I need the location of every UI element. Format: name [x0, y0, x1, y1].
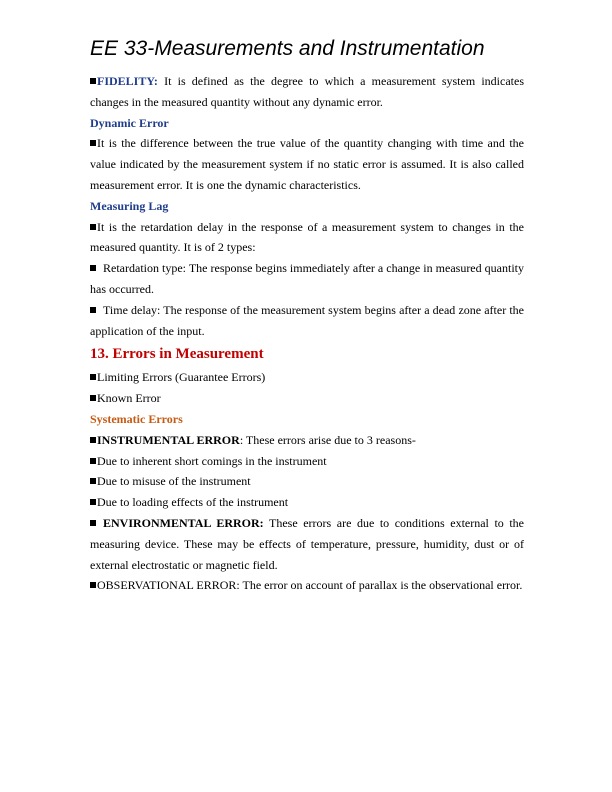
error-item-text: Known Error	[97, 391, 161, 406]
instrumental-error-text: : These errors arise due to 3 reasons-	[239, 432, 416, 447]
error-item-limiting	[90, 367, 524, 388]
instrumental-error-paragraph	[90, 430, 524, 451]
measuring-lag-heading: Measuring Lag	[90, 198, 169, 213]
square-bullet-icon	[90, 224, 96, 230]
reason-item	[90, 451, 524, 472]
square-bullet-icon	[90, 78, 96, 84]
page-title: EE 33-Measurements and Instrumentation	[90, 37, 485, 60]
square-bullet-icon	[90, 265, 96, 271]
square-bullet-icon	[90, 374, 96, 380]
environmental-error-paragraph	[90, 513, 524, 575]
square-bullet-icon	[90, 520, 96, 526]
square-bullet-icon	[90, 395, 96, 401]
observational-error-paragraph	[90, 575, 524, 596]
measuring-lag-text: It is the retardation delay in the response of a measurement system to changes in the measured quantity. It is of 2 types:	[90, 219, 524, 255]
fidelity-text: It is defined as the degree to which a measurement system indicates changes in the measured quantity without any dynamic error.	[90, 74, 524, 109]
measuring-lag-paragraph	[90, 217, 524, 259]
dynamic-error-text: It is the difference between the true value of the quantity changing with time and the value indicated by the measurement system if no static error is assumed. It is also called measurement error. It is one the dynamic characteristics.	[90, 136, 524, 192]
square-bullet-icon	[90, 437, 96, 443]
dynamic-error-paragraph	[90, 133, 524, 195]
environmental-error-text: These errors are due to conditions external to the measuring device. These may be effects of temperature, pressure, humidity, dust or of external electrostatic or magnetic field.	[90, 515, 524, 572]
environmental-error-term: ENVIRONMENTAL ERROR:	[103, 515, 264, 530]
errors-section-heading: 13. Errors in Measurement	[90, 346, 264, 363]
square-bullet-icon	[90, 478, 96, 484]
square-bullet-icon	[90, 458, 96, 464]
lag-type-text: Time delay: The response of the measurement system begins after a dead zone after the application of the input.	[90, 302, 524, 338]
reason-text: Due to loading effects of the instrument	[97, 495, 289, 510]
instrumental-error-term: INSTRUMENTAL ERROR	[97, 432, 240, 447]
systematic-errors-heading: Systematic Errors	[90, 411, 183, 426]
fidelity-paragraph	[90, 71, 524, 113]
reason-item	[90, 492, 524, 513]
reason-text: Due to inherent short comings in the instrument	[97, 453, 327, 468]
lag-type-text: Retardation type: The response begins immediately after a change in measured quantity has occurred.	[90, 261, 524, 296]
observational-error-text: OBSERVATIONAL ERROR: The error on account of parallax is the observational error.	[97, 578, 523, 593]
error-item-text: Limiting Errors (Guarantee Errors)	[97, 370, 266, 385]
lag-type-time-delay	[90, 300, 524, 342]
square-bullet-icon	[90, 499, 96, 505]
fidelity-term: FIDELITY:	[97, 74, 158, 88]
square-bullet-icon	[90, 307, 96, 313]
square-bullet-icon	[90, 582, 96, 588]
reason-text: Due to misuse of the instrument	[97, 474, 251, 489]
document-page	[90, 36, 524, 596]
error-item-known	[90, 388, 524, 409]
lag-type-retardation	[90, 258, 524, 300]
square-bullet-icon	[90, 140, 96, 146]
dynamic-error-heading: Dynamic Error	[90, 115, 169, 130]
reason-item	[90, 471, 524, 492]
